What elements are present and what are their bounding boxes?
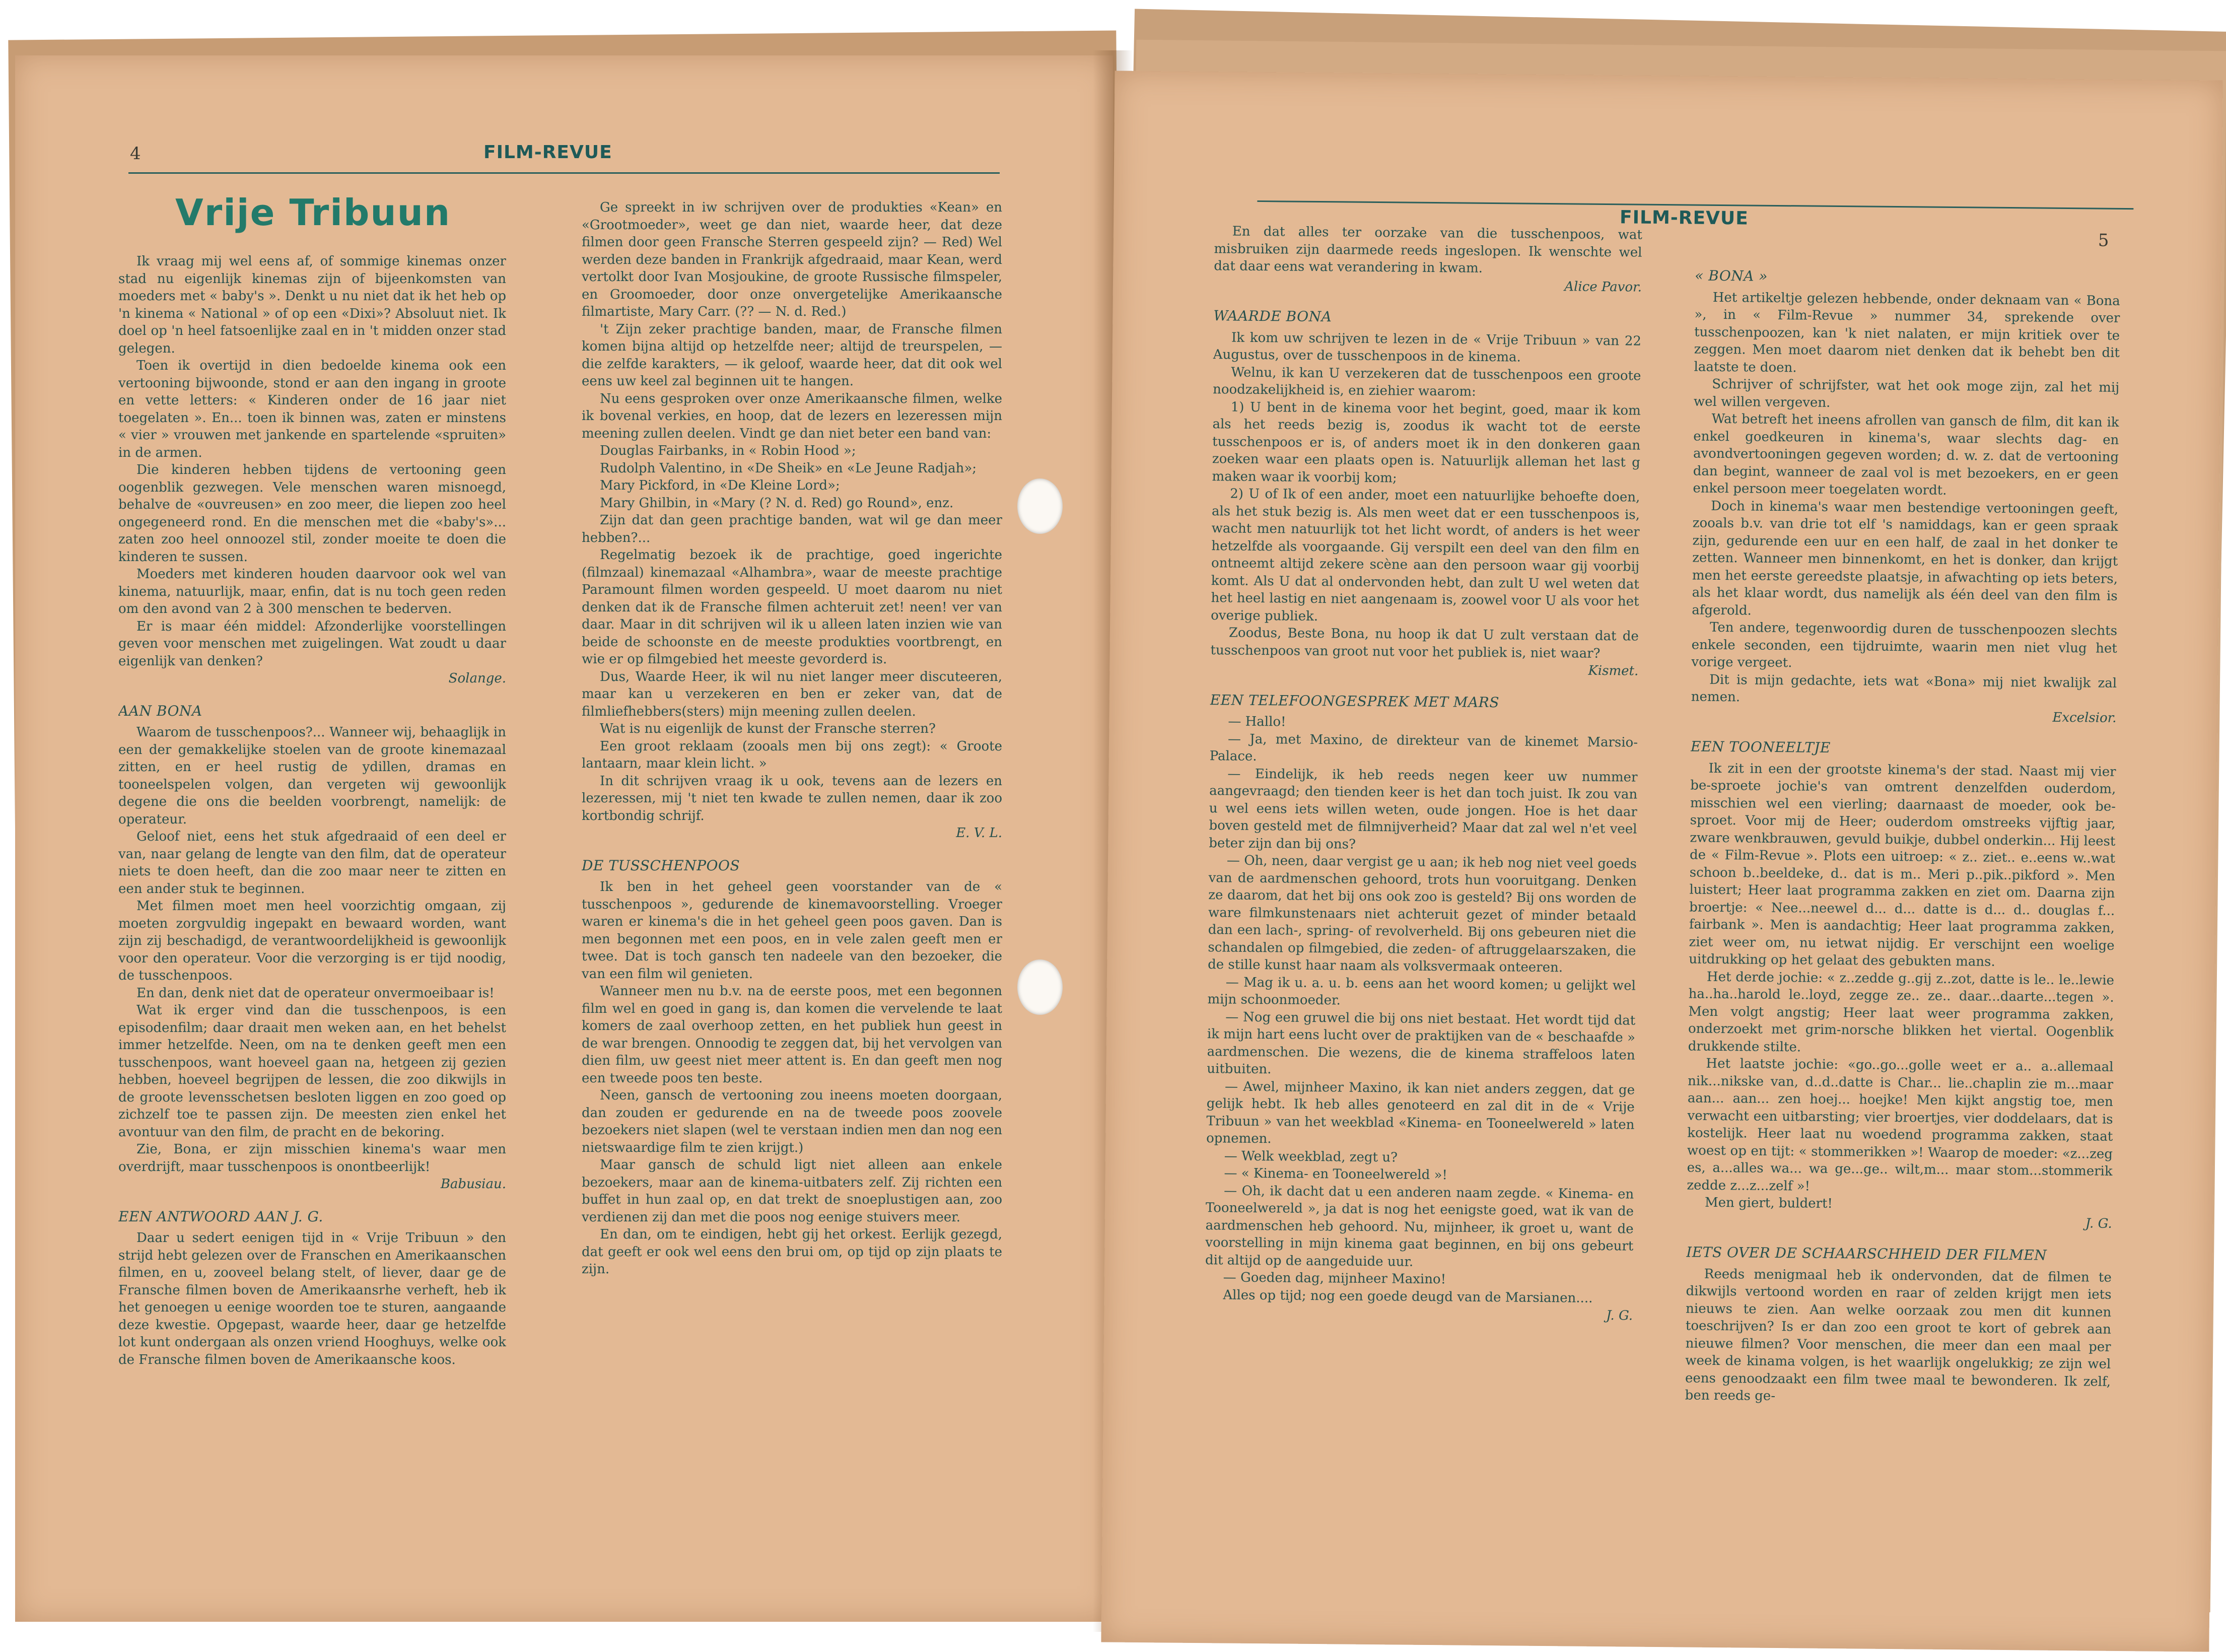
paragraph: En dat alles ter oorzake van die tusschenpoos, wat misbruiken zijn daarmede reeds ingeslopen. Ik wenschte wel dat daar eens wat verandering in kwam. — [1214, 224, 1642, 276]
paragraph: — Awel, mijnheer Maxino, ik kan niet anders zeggen, dat ge gelijk hebt. Ik heb alles genoteerd en zal dit in de « Vrije Tribuun » van het weekblad «Kinema- en Tooneelwereld » laten opnemen. — [1206, 1078, 1635, 1147]
paragraph: Dus, Waarde Heer, ik wil nu niet langer meer discuteeren, maar kan u verzekeren en ben er zeker van, dat de filmliefhebbers(sters) mijn meening zullen deelen. — [582, 669, 1002, 719]
paragraph: — Eindelijk, ik heb reeds negen keer uw nummer aangevraagd; den tienden keer is het dan toch juist. Ik zou van u wel eens iets willen weten, oude jongen. Hoe is het daar boven gesteld met de filmnijverheid? Maar dat zal wel n'et veel beter zijn dan bij ons? — [1209, 766, 1638, 852]
paragraph: Het artikeltje gelezen hebbende, onder deknaam van « Bona », in « Film-Revue » nummer 34, sprekende over tusschenpoozen, kan 'k niet nalaten, er mijn kritiek over te zeggen. Men moet daarom niet denken dat ik behebt ben dit laatste te doen. — [1694, 290, 2120, 375]
header-rule — [128, 172, 1000, 174]
paragraph: Zijn dat dan geen prachtige banden, wat wil ge dan meer hebben?... — [582, 513, 1002, 545]
author-signature: Solange. — [448, 671, 506, 686]
article-column-2 — [582, 199, 1002, 1599]
paragraph: — Goeden dag, mijnheer Maxino! — [1223, 1270, 1446, 1287]
right-page — [1101, 71, 2222, 1651]
paragraph: Ik ben in het geheel geen voorstander van de « tusschenpoos », gedurende de kinemavoorstelling. Vroeger waren er kinema's die in het geheel geen poos gaven. Dan is men begonnen met een poos, en in vele zalen geeft men er twee. Dat is toch gansch ten nadeele van den bezoeker, die van een film wil genieten. — [582, 879, 1002, 982]
author-signature: Excelsior. — [2052, 710, 2117, 726]
paragraph: Douglas Fairbanks, in « Robin Hood »; — [600, 443, 856, 458]
paragraph: — Hallo! — [1228, 714, 1286, 730]
binding-hole — [1017, 478, 1063, 534]
paragraph: Mary Ghilbin, in «Mary (? N. d. Red) go Round», enz. — [600, 495, 954, 511]
paragraph: Ik zit in een der grootste kinema's der stad. Naast mij vier be-sproete jochie's van omtrent denzelfden ouderdom, misschien wel een vierling; daarnaast de moeder, ook be-sproet. Voor mij de Heer; ouderdom omstreeks vijftig jaar, zware wenkbrauwen, gevuld buikje, dubbel onderkin... Hij leest de « Film-Revue ». Plots een uitroep: « z.. ziet.. e..eens w..wat schoon b..beeldeke, d.. dat is m.. Meri p..pik..pikford ». Men luistert; Heer laat programma zakken en ziet om. Daarna zijn broertje: « Nee...neewel d... d... datte is d... d.. douglas f... fairbank ». Men is aandachtig; Heer laat programma zakken, ziet weer om, nu ietwat nijdig. Er verschijnt een woelige uitdrukking op het gelaat des gebukten mans. — [1689, 761, 2116, 970]
paragraph: Wanneer men nu b.v. na de eerste poos, met een begonnen film wel en goed in gang is, dan komen die vervelende te laat komers de zaal overhoop zetten, en het publiek hun geest in de war brengen. Onnoodig te zeggen dat, bij het vervolgen van dien film, uw geest niet meer attent is. En dan geeft men nog een tweede poos ten beste. — [582, 984, 1002, 1086]
paragraph: 1) U bent in de kinema voor het begint, goed, maar ik kom als het reeds bezig is, zoodus ik wacht tot de eerste tusschenpoos er is, of anders moet ik in den donkeren gaan zoeken waar een plaats open is. Natuurlijk alleman het last g maken waar ik voorbij kom; — [1212, 399, 1641, 486]
paragraph: Dit is mijn gedachte, iets wat «Bona» mij niet kwalijk zal nemen. — [1691, 672, 2117, 705]
paragraph: Rudolph Valentino, in «De Sheik» en «Le Jeune Radjah»; — [600, 460, 977, 476]
paragraph: Het derde jochie: « z..zedde g..gij z..zot, datte is le.. le..lewie ha..ha..harold le..loyd, zegge ze.. ze.. daar...daarte...tegen ». Men volgt angstig; Heer laat weer programma zakken, onderzoekt met grim-norsche blikken het viertal. Oogenblik drukkende stilte. — [1688, 969, 2115, 1055]
author-signature: Babusiau. — [440, 1177, 506, 1192]
author-signature: J. G. — [2085, 1215, 2112, 1231]
page-title: Vrije Tribuun — [175, 191, 451, 234]
paragraph: Alles op tijd; nog een goede deugd van de Marsianen.... — [1223, 1287, 1593, 1306]
page-number: 4 — [130, 144, 141, 164]
paragraph: Er is maar één middel: Afzonderlijke voorstellingen geven voor menschen met zuigelingen. Wat zoudt u daar eigenlijk van denken? — [118, 618, 506, 669]
paragraph: Het laatste jochie: «go..go...golle weet er a.. a..allemaal nik...nikske van, d..d..datte is Char... lie..chaplin zie m...maar aan... aan... zen hoej... hoejke! Men kijkt angstig toe, men verwacht een uitbarsting; vier broertjes, vier doddelaars, dat is kostelijk. Heer laat nu woedend programma zakken, staat woest op en tijt: « stommerikken »! Waarop de moeder: «z...zeg es, a...alles wa... wa ge...ge.. wilt,m... maar stom...stommerik zedde z...z...zelf »! — [1687, 1056, 2114, 1194]
paragraph: Schrijver of schrijfster, wat het ook moge zijn, zal het mij wel willen vergeven. — [1693, 376, 2120, 410]
paragraph: Ik vraag mij wel eens af, of sommige kinemas onzer stad nu eigenlijk kinemas zijn of bijeenkomsten van moeders met « baby's ». Denkt u nu niet dat ik het heb op 'n kinema « National » of op een «Dixi»? Absoluut niet. Ik doel op 'n heel fatsoenlijke zaal en in 't midden onzer stad gelegen. — [118, 254, 506, 356]
article-heading: EEN TOONEELTJE — [1690, 738, 1831, 756]
paragraph: — « Kinema- en Tooneelwereld »! — [1224, 1165, 1448, 1183]
article-column-4 — [1683, 252, 2120, 1606]
author-signature: J. G. — [1606, 1308, 1633, 1324]
paragraph: Mary Pickford, in «De Kleine Lord»; — [600, 478, 840, 493]
paragraph: En dan, denk niet dat de operateur onvermoeibaar is! — [136, 985, 495, 1001]
paragraph: — Ja, met Maxino, de direkteur van de kinemet Marsio-Palace. — [1209, 731, 1638, 764]
article-heading: AAN BONA — [118, 702, 202, 719]
left-page — [15, 55, 1113, 1622]
paragraph: Wat ik erger vind dan die tusschenpoos, is een episodenfilm; daar draait men weken aan, en het behelst immer hetzelfde. Neen, om na te denken geeft men een tusschenpoos, want hoeveel gaan na, hetgeen zij gezien hebben, hoeveel begrijpen de lessen, die zoo dikwijls in de groote levensschetsen besloten liggen en zoo goed op zichzelf toe te passen zijn. De meesten zien enkel het avontuur van den film, de pracht en de bekoring. — [118, 1003, 506, 1140]
paragraph: — Nog een gruwel die bij ons niet bestaat. Het wordt tijd dat ik mijn hart eens lucht over de praktijken van de « beschaafde » aardmenschen. Die wezens, die de kinema straffeloos laten uitbuiten. — [1207, 1009, 1636, 1077]
article-heading: DE TUSSCHENPOOS — [582, 857, 740, 874]
paragraph: Daar u sedert eenigen tijd in « Vrije Tribuun » den strijd hebt gelezen over de Franschen en Amerikaanschen filmen, en u, zooveel belang stelt, of liever, daar ge de Fransche filmen boven de Amerikaansrhe verheft, heb ik het genoegen u eenige woorden toe te sturen, aangaande deze kwestie. Opgepast, waarde heer, daar ge hetzelfde lot kunt ondergaan als onzen vriend Hooghuys, welke ook de Fransche filmen boven de Amerikaansche koos. — [118, 1230, 506, 1367]
paragraph: Maar gansch de schuld ligt niet alleen aan enkele bezoekers, maar aan de kinema-uitbaters zelf. Zij richten een buffet in hun zaal op, en dat trekt de snoeplustigen aan, zoo verdienen zij dan met die poos nog eenige stuivers meer. — [582, 1157, 1002, 1225]
article-column-1 — [118, 253, 506, 1598]
paragraph: Die kinderen hebben tijdens de vertooning geen oogenblik gezwegen. Vele menschen waren misnoegd, behalve de «ouvreusen» en zoo meer, die liepen zoo heel ongegeneerd rond. En die menschen met die «baby's»... zaten zoo heel onnoozel stil, zonder moeite te doen die kinderen te sussen. — [118, 462, 506, 565]
paragraph: Nu eens gesproken over onze Amerikaansche filmen, welke ik bovenal verkies, en hoop, dat de lezers en lezeressen mijn meening zullen deelen. Vindt ge dan niet beter een band van: — [582, 391, 1002, 441]
running-head: FILM-REVUE — [1619, 207, 1749, 229]
author-signature: Kismet. — [1588, 663, 1639, 679]
paragraph: Reeds menigmaal heb ik ondervonden, dat de filmen te dikwijls vertoond worden en raar of zelden krijgt men iets nieuws te zien. Aan welke oorzaak zou men dit kunnen toeschrijven? Is er dan zoo een groot te kort of gebrek aan nieuwe filmen? Voor menschen, die meer dan een maal per week de kinama volgen, is het waarlijk ongelukkig; ze zijn wel eens genoodzaakt een film twee maal te bewonderen. Ik zelf, ben reeds ge- — [1685, 1266, 2112, 1404]
paragraph: Waarom de tusschenpoos?... Wanneer wij, behaaglijk in een der gemakkelijke stoelen van de groote kinemazaal zitten, en er heel rustig de ydillen, dramas en tooneelspelen volgen, dan vergeten wij gewoonlijk degene die ons die beelden voorbrengt, namelijk: de operateur. — [118, 725, 506, 827]
page-number: 5 — [2098, 230, 2109, 251]
article-column-3 — [1202, 223, 1642, 1596]
paragraph: Ten andere, tegenwoordig duren de tusschenpoozen slechts enkele seconden, een tijdruimte, waarin men niet vlug het vorige vergeet. — [1691, 620, 2118, 671]
paragraph: Een groot reklaam (zooals men bij ons zegt): « Groote lantaarn, maar klein licht. » — [582, 738, 1002, 771]
paragraph: Moeders met kinderen houden daarvoor ook wel van kinema, natuurlijk, maar, enfin, dat is nu toch geen reden om den avond van 2 à 300 menschen te bederven. — [118, 567, 506, 616]
article-heading: WAARDE BONA — [1213, 307, 1332, 325]
paragraph: — Oh, neen, daar vergist ge u aan; ik heb nog niet veel goeds van de aardmenschen gehoord, trots hun vooruitgang. Denken ze daarom, dat het bij ons ook zoo is gesteld? Bij ons worden de ware filmkunstenaars niet achteruit gezet of minder betaald dan een lach-, spring- of revolverheld. Bij ons gebeuren niet die schandalen op filmgebied, die zeden- of aftruggelaarszaken, die de stille kunst haar naam als volksvermaak onteeren. — [1208, 853, 1637, 976]
paragraph: Doch in kinema's waar men bestendige vertooningen geeft, zooals b.v. van drie tot elf 's namiddags, kan er geen spraak zijn, gedurende een uur en een half, de zaal in het donker te zetten. Wanneer men binnenkomt, en het is donker, dan krijgt men het eerste gereedste plaatsje, in afwachting op iets beters, als het klaar wordt, dus namelijk als één deel van den film is afgerold. — [1692, 498, 2119, 618]
paragraph: Wat is nu eigenlijk de kunst der Fransche sterren? — [600, 721, 936, 736]
paragraph: — Mag ik u. a. u. b. eens aan het woord komen; u gelijkt wel mijn schoonmoeder. — [1207, 974, 1636, 1008]
paragraph: 't Zijn zeker prachtige banden, maar, de Fransche filmen komen bijna altijd op hetzelfde neer; altijd de treurspelen, — die zelfde karakters, — ik geloof, waarde heer, dat dit ook wel eens uw keel zal beginnen uit te hangen. — [582, 321, 1002, 389]
article-heading: « BONA » — [1695, 267, 1768, 285]
paragraph: Geloof niet, eens het stuk afgedraaid of een deel er van, naar gelang de lengte van den film, dat de operateur niets te doen heeft, dan die zoo maar neer te zitten en een ander stuk te beginnen. — [118, 829, 506, 897]
running-head: FILM-REVUE — [483, 142, 612, 163]
article-heading: EEN TELEFOONGESPREK MET MARS — [1210, 691, 1500, 711]
paragraph: In dit schrijven vraag ik u ook, tevens aan de lezers en lezeressen, mij 't niet ten kwade te zullen nemen, daar ik zoo kortbondig schrijf. — [582, 773, 1002, 823]
paragraph: Toen ik overtijd in dien bedoelde kinema ook een vertooning bijwoonde, stond er aan den ingang in groote en vette letters: « Kinderen onder de 16 jaar niet toegelaten ». En... toen ik binnen was, zaten er minstens « vier » vrouwen met jankende en spartelende «spruiten» in de armen. — [118, 358, 506, 460]
paragraph: Met filmen moet men heel voorzichtig omgaan, zij moeten zorgvuldig ingepakt en bewaard worden, want zijn zij beschadigd, de verantwoordelijkheid is gewoonlijk voor den operateur. Voor die verzorging is er tijd noodig, de tusschenpoos. — [118, 899, 506, 983]
paragraph: Regelmatig bezoek ik de prachtige, goed ingerichte (filmzaal) kinemazaal «Alhambra», waar de meeste prachtige Paramount filmen worden gespeeld. U moet daarom nu niet denken dat ik de Fransche filmen achteruit zet! neen! ver van daar. Maar in dit schrijven wil ik u alleen laten inzien wie van beide de schoonste en de meeste produkties voortbrengt, en wie er op filmgebied het meeste gevorderd is. — [582, 547, 1002, 667]
paragraph: Ge spreekt in iw schrijven over de produkties «Kean» en «Grootmoeder», weet ge dan niet, waarde heer, dat deze filmen door geen Fransche Sterren gespeeld zijn? — Red) Wel werden deze banden in Frankrijk afgedraaid, maar Kean, werd vertolkt door Ivan Mosjoukine, de groote Russische filmspeler, en Groomoeder, door onze onvergetelijke Amerikaansche filmartiste, Mary Carr. (?? — N. d. Red.) — [582, 200, 1002, 319]
author-signature: Alice Pavor. — [1564, 279, 1642, 295]
paragraph: — Welk weekblad, zegt u? — [1224, 1148, 1398, 1165]
paragraph: Zie, Bona, er zijn misschien kinema's waar men overdrijft, maar tusschenpoos is onontbeerlijk! — [118, 1142, 506, 1175]
article-heading: IETS OVER DE SCHAARSCHHEID DER FILMEN — [1686, 1244, 2047, 1264]
paragraph: En dan, om te eindigen, hebt gij het orkest. Eerlijk gezegd, dat geeft er ook wel eens den brui om, op tijd op zijn plaats te zijn. — [582, 1227, 1002, 1277]
paragraph: Zoodus, Beste Bona, nu hoop ik dat U zult verstaan dat de tusschenpoos van groot nut voor het publiek is, niet waar? — [1210, 625, 1639, 661]
paragraph: Wat betreft het ineens afrollen van gansch de film, dit kan ik enkel goedkeuren in kinema's, waar slechts dag- en avondvertooningen gegeven worden; d. w. z. dat de vertooning dan begint, wanneer de zaal vol is met bezoekers, en er geen enkel persoon meer toegelaten wordt. — [1693, 411, 2119, 498]
paragraph: Men giert, buldert! — [1704, 1195, 1833, 1211]
binding-hole — [1017, 959, 1063, 1015]
paragraph: Neen, gansch de vertooning zou ineens moeten doorgaan, dan zouden er gedurende en na de tweede poos zoovele bezoekers niet slapen (wel te verstaan indien men dan nog een nietswaardige film te zien krijgt.) — [582, 1088, 1002, 1155]
author-signature: E. V. L. — [956, 825, 1002, 841]
paragraph: 2) U of Ik of een ander, moet een natuurlijke behoefte doen, als het stuk bezig is. Als men weet dat er een tusschenpoos is, wacht men natuurlijk tot het licht wordt, of anders is het weer hetzelfde als voorgaande. Gij verspilt een deel van den film en ontneemt altijd zekere scène aan den persoon waar gij voorbij komt. Als U dat al ondervonden hebt, dan zult U wel weten dat het heel lastig en niet aangenaam is, zoowel voor U als voor het overige publiek. — [1211, 486, 1640, 624]
paragraph: — Oh, ik dacht dat u een anderen naam zegde. « Kinema- en Tooneelwereld », ja dat is nog het eenigste goed, wat ik van de aardmenschen heb gehoord. Nu, mijnheer, ik groet u, want de voorstelling in mijn kinema gaat beginnen, en bij ons gebeurt dit altijd op de aangeduide uur. — [1205, 1183, 1634, 1270]
paragraph: Ik kom uw schrijven te lezen in de « Vrije Tribuun » van 22 Augustus, over de tusschenpoos in de kinema. — [1213, 330, 1642, 365]
paragraph: Welnu, ik kan U verzekeren dat de tusschenpoos een groote noodzakelijkheid is, en ziehier waarom: — [1213, 364, 1641, 399]
article-heading: EEN ANTWOORD AAN J. G. — [118, 1208, 323, 1225]
